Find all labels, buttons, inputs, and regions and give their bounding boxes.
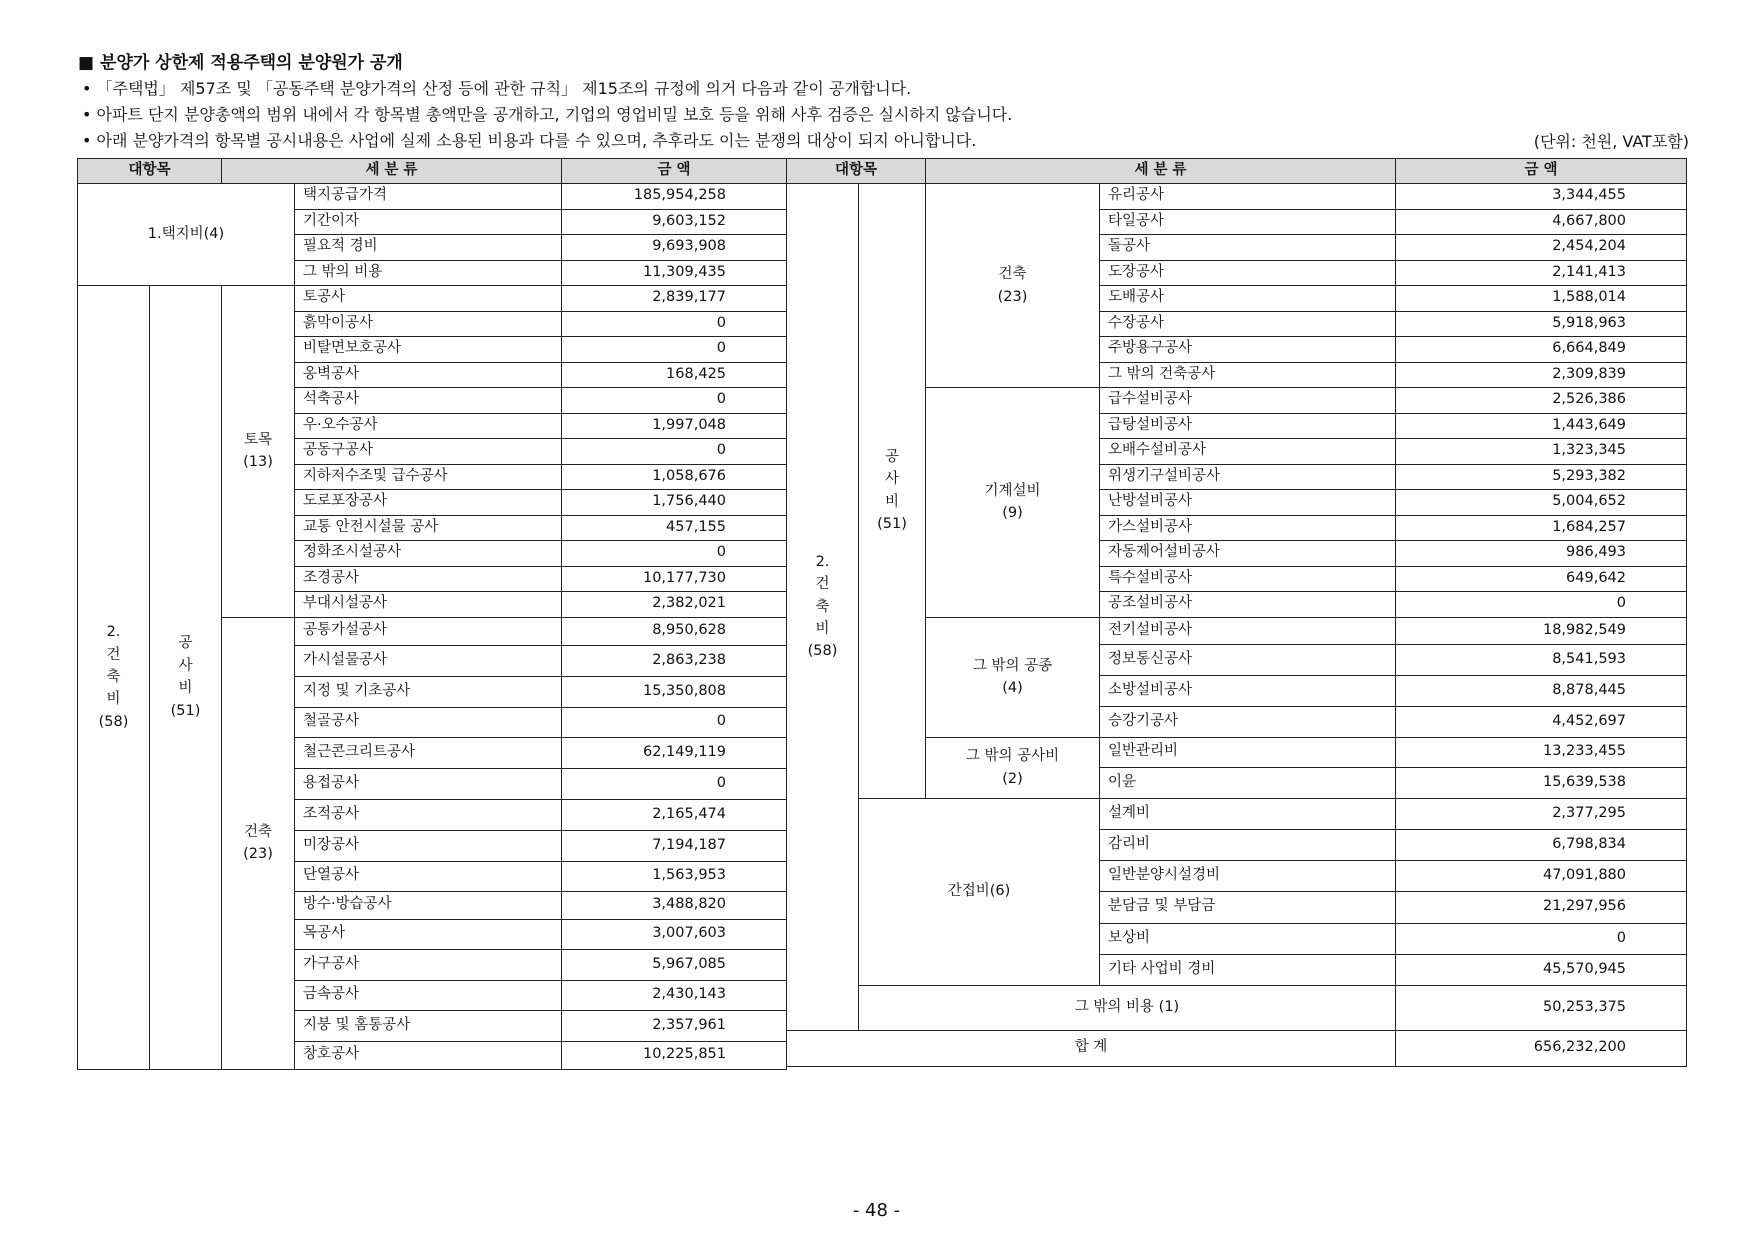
item-amount: 21,297,956 xyxy=(1396,891,1687,923)
item-name: 자동제어설비공사 xyxy=(1100,541,1396,567)
item-amount: 2,377,295 xyxy=(1396,798,1687,829)
item-name: 용접공사 xyxy=(295,768,562,799)
item-amount: 649,642 xyxy=(1396,566,1687,592)
item-name: 공조설비공사 xyxy=(1100,592,1396,618)
header-amount: 금 액 xyxy=(1396,159,1687,184)
item-name: 특수설비공사 xyxy=(1100,566,1396,592)
item-name: 지붕 및 홈통공사 xyxy=(295,1010,562,1041)
item-name: 가구공사 xyxy=(295,949,562,980)
construction-cost-label-text: 공 사 비 (51) xyxy=(170,635,201,719)
item-name: 교통 안전시설물 공사 xyxy=(295,515,562,541)
indirect-cost-label-text: 간접비(6) xyxy=(947,883,1011,900)
header-major: 대항목 xyxy=(78,159,222,184)
item-amount: 3,007,603 xyxy=(562,919,787,949)
header-sub: 세 분 류 xyxy=(926,159,1396,184)
item-amount: 2,863,238 xyxy=(562,645,787,676)
building-cost-label-right-text: 2. 건 축 비 (58) xyxy=(807,553,838,660)
item-amount: 168,425 xyxy=(562,362,787,388)
item-name: 전기설비공사 xyxy=(1100,617,1396,644)
item-amount: 2,309,839 xyxy=(1396,362,1687,388)
item-name: 단열공사 xyxy=(295,861,562,891)
note-1: • 「주택법」 제57조 및 「공동주택 분양가격의 산정 등에 관한 규칙」 제15조의 규정에 의거 다음과 같이 공개합니다. xyxy=(82,79,912,98)
item-name: 승강기공사 xyxy=(1100,706,1396,737)
item-amount: 5,918,963 xyxy=(1396,311,1687,337)
item-amount: 457,155 xyxy=(562,515,787,541)
header-row xyxy=(787,159,1687,184)
item-amount: 9,693,908 xyxy=(562,235,787,261)
item-name: 택지공급가격 xyxy=(295,184,562,210)
building-cost-label xyxy=(78,286,150,1070)
item-name: 돌공사 xyxy=(1100,235,1396,261)
item-name: 우·오수공사 xyxy=(295,413,562,439)
item-amount: 1,443,649 xyxy=(1396,413,1687,439)
table-row xyxy=(787,985,1687,1030)
item-amount: 0 xyxy=(562,388,787,414)
item-name: 정보통신공사 xyxy=(1100,644,1396,675)
item-amount: 10,225,851 xyxy=(562,1041,787,1069)
arch-label-text: 건축 (23) xyxy=(997,266,1028,305)
item-name: 미장공사 xyxy=(295,830,562,861)
item-amount: 10,177,730 xyxy=(562,566,787,592)
item-amount: 2,357,961 xyxy=(562,1010,787,1041)
item-name: 도배공사 xyxy=(1100,286,1396,312)
item-amount: 0 xyxy=(562,541,787,567)
item-name: 난방설비공사 xyxy=(1100,490,1396,516)
item-name: 급탕설비공사 xyxy=(1100,413,1396,439)
item-amount: 47,091,880 xyxy=(1396,860,1687,891)
item-amount: 2,382,021 xyxy=(562,592,787,618)
item-name: 기타 사업비 경비 xyxy=(1100,954,1396,985)
item-amount: 6,664,849 xyxy=(1396,337,1687,363)
item-name: 비탈면보호공사 xyxy=(295,337,562,363)
item-amount: 1,588,014 xyxy=(1396,286,1687,312)
item-amount: 11,309,435 xyxy=(562,260,787,286)
item-amount: 2,454,204 xyxy=(1396,235,1687,261)
item-amount: 9,603,152 xyxy=(562,209,787,235)
item-name: 정화조시설공사 xyxy=(295,541,562,567)
item-name: 감리비 xyxy=(1100,829,1396,860)
other-cost-label xyxy=(926,737,1100,798)
item-name: 도장공사 xyxy=(1100,260,1396,286)
construction-cost-label-right xyxy=(859,184,926,799)
building-cost-label-text: 2. 건 축 비 (58) xyxy=(98,624,129,730)
item-name: 공통가설공사 xyxy=(295,617,562,645)
item-name: 지정 및 기초공사 xyxy=(295,676,562,707)
table-row xyxy=(78,286,787,312)
indirect-cost-label xyxy=(859,798,1100,985)
item-name: 지하저수조및 급수공사 xyxy=(295,464,562,490)
item-name: 창호공사 xyxy=(295,1041,562,1069)
item-amount: 3,488,820 xyxy=(562,891,787,919)
land-cost-label-text: 1.택지비(4) xyxy=(147,226,225,243)
item-name: 소방설비공사 xyxy=(1100,675,1396,706)
unit-label: (단위: 천원, VAT포함) xyxy=(1533,132,1689,151)
arch-label xyxy=(222,617,295,1069)
table-row xyxy=(787,798,1687,829)
item-name: 기간이자 xyxy=(295,209,562,235)
header-row xyxy=(78,159,787,184)
item-name: 유리공사 xyxy=(1100,184,1396,210)
header-sub: 세 분 류 xyxy=(222,159,562,184)
item-name: 설계비 xyxy=(1100,798,1396,829)
item-name: 그 밖의 비용 xyxy=(295,260,562,286)
item-amount: 4,667,800 xyxy=(1396,209,1687,235)
item-name: 도로포장공사 xyxy=(295,490,562,516)
item-name: 토공사 xyxy=(295,286,562,312)
header-amount: 금 액 xyxy=(562,159,787,184)
item-name: 오배수설비공사 xyxy=(1100,439,1396,465)
item-amount: 18,982,549 xyxy=(1396,617,1687,644)
item-amount: 1,684,257 xyxy=(1396,515,1687,541)
construction-cost-label xyxy=(150,286,222,1070)
item-name: 타일공사 xyxy=(1100,209,1396,235)
other-trade-label-text: 그 밖의 공종 (4) xyxy=(972,657,1053,696)
item-name: 석축공사 xyxy=(295,388,562,414)
other-trade-label xyxy=(926,617,1100,737)
item-name: 금속공사 xyxy=(295,980,562,1010)
item-name: 가시설물공사 xyxy=(295,645,562,676)
item-amount: 0 xyxy=(562,768,787,799)
item-amount: 4,452,697 xyxy=(1396,706,1687,737)
item-name: 공동구공사 xyxy=(295,439,562,465)
item-amount: 1,997,048 xyxy=(562,413,787,439)
item-amount: 2,839,177 xyxy=(562,286,787,312)
item-name: 위생기구설비공사 xyxy=(1100,464,1396,490)
item-name: 분담금 및 부담금 xyxy=(1100,891,1396,923)
item-amount: 2,141,413 xyxy=(1396,260,1687,286)
item-amount: 1,323,345 xyxy=(1396,439,1687,465)
building-cost-label-right xyxy=(787,184,859,1031)
item-amount: 1,058,676 xyxy=(562,464,787,490)
civil-label xyxy=(222,286,295,618)
item-amount: 185,954,258 xyxy=(562,184,787,210)
item-name: 철골공사 xyxy=(295,707,562,737)
item-amount: 5,967,085 xyxy=(562,949,787,980)
item-amount: 8,878,445 xyxy=(1396,675,1687,706)
arch-label xyxy=(926,184,1100,388)
item-name: 철근콘크리트공사 xyxy=(295,737,562,768)
total-amount: 656,232,200 xyxy=(1396,1030,1687,1066)
land-cost-label xyxy=(78,184,295,286)
item-amount: 62,149,119 xyxy=(562,737,787,768)
item-name: 그 밖의 건축공사 xyxy=(1100,362,1396,388)
table-row xyxy=(78,184,787,210)
item-name: 옹벽공사 xyxy=(295,362,562,388)
item-amount: 45,570,945 xyxy=(1396,954,1687,985)
table-row xyxy=(787,184,1687,210)
item-amount: 986,493 xyxy=(1396,541,1687,567)
other-expense-label: 그 밖의 비용 (1) xyxy=(859,985,1396,1030)
item-amount: 0 xyxy=(562,337,787,363)
item-amount: 0 xyxy=(1396,592,1687,618)
item-name: 일반관리비 xyxy=(1100,737,1396,767)
item-amount: 2,165,474 xyxy=(562,799,787,830)
cost-table-right xyxy=(786,158,1687,1067)
note-3: • 아래 분양가격의 항목별 공시내용은 사업에 실제 소용된 비용과 다를 수 있으며, 추후라도 이는 분쟁의 대상이 되지 아니합니다. xyxy=(82,131,977,150)
item-amount: 8,950,628 xyxy=(562,617,787,645)
item-name: 수장공사 xyxy=(1100,311,1396,337)
item-amount: 0 xyxy=(562,707,787,737)
page-title: ■ 분양가 상한제 적용주택의 분양원가 공개 xyxy=(78,53,403,73)
civil-label-text: 토목 (13) xyxy=(243,431,273,471)
item-amount: 5,293,382 xyxy=(1396,464,1687,490)
item-amount: 15,639,538 xyxy=(1396,767,1687,798)
item-amount: 2,526,386 xyxy=(1396,388,1687,414)
note-2: • 아파트 단지 분양총액의 범위 내에서 각 항목별 총액만을 공개하고, 기업의 영업비밀 보호 등을 위해 사후 검증은 실시하지 않습니다. xyxy=(82,105,1013,124)
construction-cost-label-right-text: 공 사 비 (51) xyxy=(877,448,907,533)
item-name: 가스설비공사 xyxy=(1100,515,1396,541)
arch-label-text: 건축 (23) xyxy=(243,823,273,862)
item-name: 목공사 xyxy=(295,919,562,949)
item-name: 주방용구공사 xyxy=(1100,337,1396,363)
item-amount: 8,541,593 xyxy=(1396,644,1687,675)
item-amount: 0 xyxy=(562,439,787,465)
item-name: 조경공사 xyxy=(295,566,562,592)
cost-table-left xyxy=(77,158,787,1070)
item-amount: 1,756,440 xyxy=(562,490,787,516)
item-amount: 15,350,808 xyxy=(562,676,787,707)
page-number: - 48 - xyxy=(852,1200,901,1221)
other-cost-label-text: 그 밖의 공사비 (2) xyxy=(965,748,1060,787)
total-label: 합 계 xyxy=(787,1030,1396,1066)
item-amount: 2,430,143 xyxy=(562,980,787,1010)
item-amount: 1,563,953 xyxy=(562,861,787,891)
other-expense-amount: 50,253,375 xyxy=(1396,985,1687,1030)
item-name: 일반분양시설경비 xyxy=(1100,860,1396,891)
item-name: 이윤 xyxy=(1100,767,1396,798)
mech-label-text: 기계설비 (9) xyxy=(984,482,1041,522)
item-name: 급수설비공사 xyxy=(1100,388,1396,414)
item-amount: 5,004,652 xyxy=(1396,490,1687,516)
item-amount: 13,233,455 xyxy=(1396,737,1687,767)
item-name: 보상비 xyxy=(1100,923,1396,954)
item-amount: 7,194,187 xyxy=(562,830,787,861)
item-name: 부대시설공사 xyxy=(295,592,562,618)
item-name: 흙막이공사 xyxy=(295,311,562,337)
item-name: 필요적 경비 xyxy=(295,235,562,261)
header-major: 대항목 xyxy=(787,159,926,184)
item-name: 조적공사 xyxy=(295,799,562,830)
mech-label xyxy=(926,388,1100,618)
total-row xyxy=(787,1030,1687,1066)
item-name: 방수·방습공사 xyxy=(295,891,562,919)
item-amount: 0 xyxy=(562,311,787,337)
item-amount: 6,798,834 xyxy=(1396,829,1687,860)
item-amount: 0 xyxy=(1396,923,1687,954)
item-amount: 3,344,455 xyxy=(1396,184,1687,210)
